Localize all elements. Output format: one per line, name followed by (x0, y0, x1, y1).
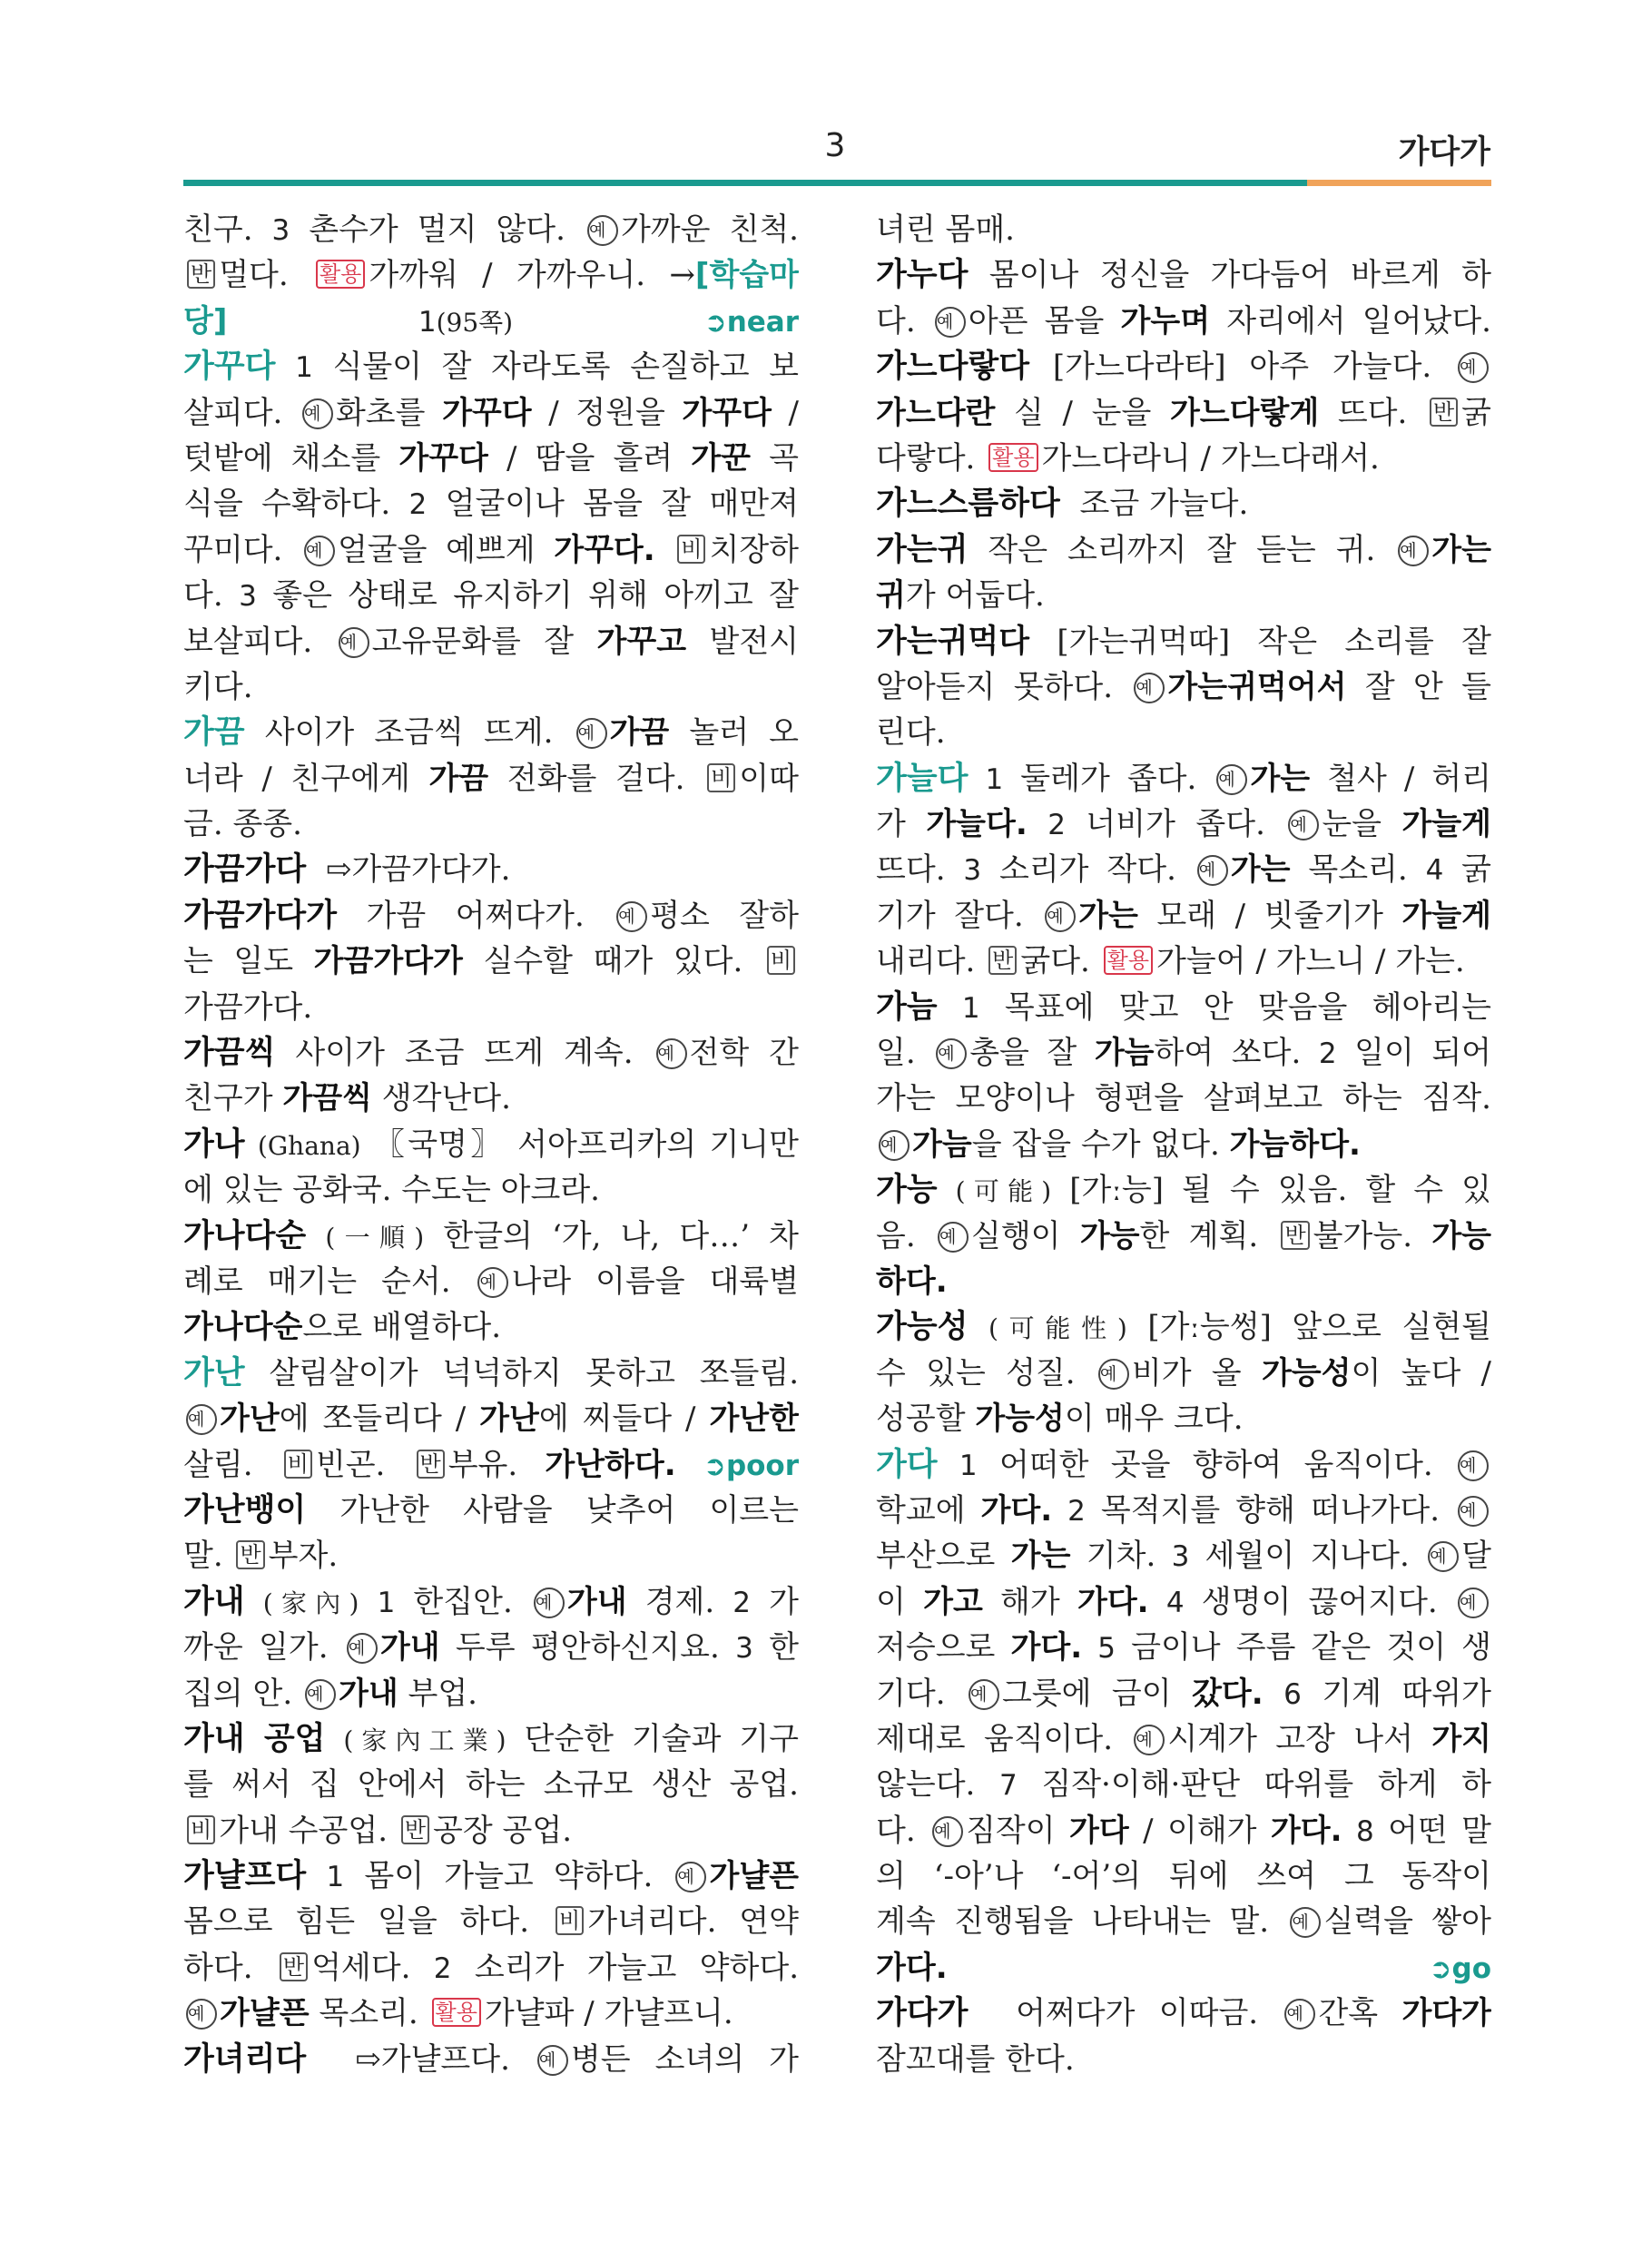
headword: 가꾸다 (183, 349, 276, 386)
text-line: 보살피다. 예 고유문화를 잘 가꾸고 발전시 (183, 623, 799, 660)
text-line: 기다. 예 그릇에 금이 갔다. 6 기계 따위가 (876, 1675, 1491, 1712)
text-line: 예 가난에 쪼들리다 / 가난에 찌들다 / 가난한 (188, 1401, 799, 1438)
entry-ganeung: 가능 (可能) [가ː능] 될 수 있음. 할 수 있 (876, 1172, 1491, 1209)
text-line: 례로 매기는 순서. 예 나라 이름을 대륙별 (183, 1263, 799, 1300)
text-line: 키다. (183, 668, 253, 705)
example-marker: 예 (616, 901, 647, 932)
text-line: 이 가고 해가 가다. 4 생명이 끊어지다. 예 (876, 1579, 1491, 1625)
headword: 가끔가다 (183, 851, 307, 889)
headword: 가능성 (876, 1309, 969, 1346)
conjugation-marker: 활용 (432, 1998, 481, 2027)
headword: 가다 (876, 1446, 938, 1483)
text-line: 너라 / 친구에게 가끔 전화를 걸다. 비 이따 (183, 760, 799, 797)
text-line: 텃밭에 채소를 가꾸다 / 땀을 흘려 가꾼 곡 (183, 439, 799, 477)
example-marker: 예 (936, 1038, 967, 1069)
text-line: 귀가 어둡다. (876, 577, 1045, 614)
headword: 가늠 (876, 988, 938, 1026)
entry-ganeungseong: 가능성 (可能性) [가ː능썽] 앞으로 실현될 (876, 1309, 1491, 1346)
headword: 가내 (183, 1583, 245, 1620)
text-line: 내리다. 반 굵다. 활용 가늘어 / 가느니 / 가는. (876, 943, 1465, 980)
example-marker: 예 (1458, 352, 1489, 383)
page-number: 3 (824, 127, 846, 164)
antonym-marker: 반 (1281, 1221, 1309, 1250)
example-marker: 예 (1398, 536, 1429, 566)
example-marker: 예 (1197, 855, 1228, 886)
headword: 가느다랗다 (876, 349, 1030, 386)
text-line: 를 써서 집 안에서 하는 소규모 생산 공업. (183, 1766, 799, 1804)
text-line: 의 ‘-아’나 ‘-어’의 뒤에 쓰여 그 동작이 (876, 1858, 1491, 1895)
example-marker: 예 (339, 627, 369, 658)
headword: 가내 공업 (183, 1720, 326, 1757)
text-line: 부산으로 가는 기차. 3 세월이 지나다. 예 달 (876, 1538, 1491, 1575)
text-line: 뜨다. 3 소리가 작다. 예 가는 목소리. 4 굵 (876, 851, 1491, 889)
text-line: 가는 모양이나 형편을 살펴보고 하는 짐작. (876, 1080, 1491, 1117)
example-marker: 예 (1290, 1907, 1321, 1938)
english-equivalent: ➲near (704, 306, 799, 339)
entry-ganyeorida: 가녀리다 ⇨가냘프다. 예 병든 소녀의 가 (183, 2040, 799, 2078)
text-line: 살림. 비 빈곤. 반 부유. 가난하다. ➲poor (183, 1442, 799, 1488)
text-line: 일. 예 총을 잘 가늠하여 쏘다. 2 일이 되어 (876, 1035, 1491, 1072)
entry-kakkuda: 가꾸다 1 식물이 잘 자라도록 손질하고 보 (183, 349, 799, 386)
entry-ganyalpeuda: 가냘프다 1 몸이 가늘고 약하다. 예 가냘픈 (183, 1858, 799, 1895)
text-line: 친구가 가끔씩 생각난다. (183, 1080, 511, 1117)
entry-ganeuseureumhada: 가느스름하다 조금 가늘다. (876, 486, 1249, 523)
example-marker: 예 (656, 1038, 687, 1069)
entry-ganuda: 가누다 몸이나 정신을 가다듬어 바르게 하 (876, 257, 1491, 294)
headword: 가끔씩 (183, 1035, 276, 1072)
example-marker: 예 (1288, 810, 1319, 841)
headword: 가나 (183, 1126, 245, 1163)
example-marker: 예 (935, 307, 966, 338)
guide-word: 가다가 (1398, 134, 1490, 171)
entry-kakkeumssik: 가끔씩 사이가 조금 뜨게 계속. 예 전학 간 (183, 1035, 799, 1072)
text-line: 몸으로 힘든 일을 하다. 비 가녀리다. 연약 (183, 1903, 799, 1941)
headword: 가는귀 (876, 531, 969, 568)
text-line: 살피다. 예 화초를 가꾸다 / 정원을 가꾸다 / (183, 394, 799, 431)
entry-kakkeum: 가끔 사이가 조금씩 뜨게. 예 가끔 놀러 오 (183, 714, 799, 752)
text-line: 가다. ➲go (876, 1945, 1491, 1991)
text-line: 말. 반 부자. (183, 1538, 339, 1575)
headword: 가늘다 (876, 760, 969, 797)
entry-ganeungwimeokda: 가는귀먹다 [가는귀먹따] 작은 소리를 잘 (876, 623, 1491, 660)
example-marker: 예 (1458, 1588, 1489, 1618)
example-marker: 예 (304, 536, 335, 566)
arrow-right-icon: ➲ (703, 1450, 726, 1482)
arrow-right-icon: ➲ (1429, 1952, 1452, 1985)
text-line: 성공할 가능성이 매우 크다. (876, 1401, 1244, 1438)
synonym-marker: 비 (556, 1906, 584, 1935)
headword: 가녀리다 (183, 2040, 307, 2078)
entry-gadaga: 가다가 어쩌다가 이따금. 예 간혹 가다가 (876, 1995, 1491, 2032)
example-marker: 예 (186, 1999, 217, 2030)
conjugation-marker: 활용 (316, 260, 365, 289)
text-line: 꾸미다. 예 얼굴을 예쁘게 가꾸다. 비 치장하 (183, 531, 799, 568)
text-line: 다. 3 좋은 상태로 유지하기 위해 아끼고 잘 (183, 577, 799, 614)
english-equivalent: ➲poor (703, 1450, 799, 1482)
text-line: 금. 종종. (183, 806, 302, 843)
example-marker: 예 (537, 2045, 568, 2076)
headword: 가느스름하다 (876, 486, 1060, 523)
headword: 가나다순 (183, 1217, 307, 1254)
right-column (876, 207, 1491, 2082)
text-line: 가끔가다. (183, 988, 313, 1026)
antonym-marker: 반 (1430, 398, 1458, 427)
text-line: 까운 일가. 예 가내 두루 평안하신지요. 3 한 (183, 1629, 799, 1666)
text-line: 수 있는 성질. 예 비가 올 가능성이 높다 / (876, 1354, 1491, 1391)
cross-reference-link[interactable]: 당] (183, 302, 228, 339)
headword: 가는귀먹다 (876, 623, 1030, 660)
example-marker: 예 (186, 1404, 217, 1435)
entry-ganeungwi: 가는귀 작은 소리까지 잘 듣는 귀. 예 가는 (876, 531, 1491, 568)
text-line: 당] 1(95쪽) ➲near (183, 299, 799, 344)
headword: 가다가 (876, 1995, 969, 2032)
text-line: 녀린 몸매. (876, 211, 1015, 248)
antonym-marker: 반 (988, 946, 1017, 975)
text-line: 다랗다. 활용 가느다라니 / 가느다래서. (876, 439, 1380, 477)
example-marker: 예 (1284, 1999, 1315, 2030)
example-marker: 예 (576, 718, 607, 749)
synonym-marker: 비 (284, 1450, 312, 1479)
example-marker: 예 (302, 398, 333, 429)
text-line: 가느다란 실 / 눈을 가느다랗게 뜨다. 반 굵 (876, 394, 1491, 431)
text-line: 제대로 움직이다. 예 시계가 고장 나서 가지 (876, 1720, 1491, 1757)
conjugation-marker: 활용 (1104, 946, 1153, 975)
text-line: 학교에 가다. 2 목적지를 향해 떠나가다. 예 (876, 1488, 1491, 1533)
text-line: 집의 안. 예 가내 부업. (183, 1675, 477, 1712)
entry-gananbaengi: 가난뱅이 가난한 사람을 낮추어 이르는 (183, 1491, 799, 1529)
example-marker: 예 (1134, 673, 1165, 703)
cross-reference-link[interactable]: [학습마 (694, 257, 799, 294)
example-marker: 예 (347, 1633, 378, 1664)
text-line: 가 가늘다. 2 너비가 좁다. 예 눈을 가늘게 (876, 806, 1491, 843)
synonym-marker: 비 (767, 946, 795, 975)
entry-kakkeumgadaga: 가끔가다가 가끔 어쩌다가. 예 평소 잘하 (183, 897, 799, 934)
conjugation-marker: 활용 (988, 443, 1037, 472)
antonym-marker: 반 (236, 1540, 264, 1569)
header-rule-teal (183, 180, 1307, 186)
entry-ganeulda: 가늘다 1 둘레가 좁다. 예 가는 철사 / 허리 (876, 760, 1491, 797)
entry-ganan: 가난 살림살이가 넉넉하지 못하고 쪼들림. (183, 1354, 799, 1391)
example-marker: 예 (675, 1862, 706, 1892)
headword: 가끔 (183, 714, 245, 752)
text-line: 반 멀다. 활용 가까워 / 가까우니. →[학습마 (183, 252, 799, 298)
example-marker: 예 (969, 1679, 999, 1710)
example-marker: 예 (1045, 901, 1076, 932)
example-marker: 예 (534, 1588, 565, 1618)
text-line: 린다. (876, 714, 946, 752)
text-line: 음. 예 실행이 가능한 계획. 반 불가능. 가능 (876, 1217, 1491, 1254)
text-line: 알아듣지 못하다. 예 가는귀먹어서 잘 안 들 (876, 668, 1491, 705)
text-line: 비 가내 수공업. 반 공장 공업. (183, 1808, 799, 1853)
text-line: 하다. 반 억세다. 2 소리가 가늘고 약하다. (183, 1949, 799, 1986)
antonym-marker: 반 (280, 1952, 308, 1981)
text-line: 기가 잘다. 예 가는 모래 / 빗줄기가 가늘게 (876, 897, 1491, 934)
example-marker: 예 (1134, 1725, 1165, 1755)
entry-ganae: 가내 (家內) 1 한집안. 예 가내 경제. 2 가 (183, 1583, 799, 1620)
example-marker: 예 (305, 1679, 336, 1710)
antonym-marker: 반 (417, 1450, 445, 1479)
entry-kakkeumgada: 가끔가다 ⇨가끔가다가. (183, 851, 511, 889)
text-line: 않는다. 7 짐작·이해·판단 따위를 하게 하 (876, 1766, 1491, 1804)
headword: 가난뱅이 (183, 1491, 307, 1529)
antonym-marker: 반 (401, 1815, 429, 1844)
text-line: 계속 진행됨을 나타내는 말. 예 실력을 쌓아 (876, 1903, 1491, 1941)
headword: 가누다 (876, 257, 969, 294)
text-line: 에 있는 공화국. 수도는 아크라. (183, 1172, 600, 1209)
synonym-marker: 비 (187, 1815, 215, 1844)
english-equivalent: ➲go (1429, 1952, 1491, 1985)
headword: 가난 (183, 1354, 245, 1391)
synonym-marker: 비 (677, 535, 705, 564)
headword: 가끔가다가 (183, 897, 338, 934)
example-marker: 예 (587, 215, 618, 246)
left-column (183, 207, 799, 2082)
example-marker: 예 (1098, 1359, 1129, 1390)
text-line: 예 가늠을 잡을 수가 없다. 가늠하다. (880, 1126, 1361, 1163)
headword: 가냘프다 (183, 1858, 307, 1895)
text-line: 다. 예 짐작이 가다 / 이해가 가다. 8 어떤 말 (876, 1812, 1491, 1849)
entry-gada: 가다 1 어떠한 곳을 향하여 움직이다. 예 (876, 1442, 1491, 1488)
example-marker: 예 (879, 1130, 910, 1161)
text-line: 예 가냘픈 목소리. 활용 가냘파 / 가냘프니. (188, 1995, 733, 2032)
example-marker: 예 (1458, 1450, 1489, 1481)
text-line: 저승으로 가다. 5 금이나 주름 같은 것이 생 (876, 1629, 1491, 1666)
text-line: 는 일도 가끔가다가 실수할 때가 있다. 비 (183, 939, 799, 984)
text-line: 잠꼬대를 한다. (876, 2040, 1075, 2078)
entry-ganadasun: 가나다순 (一順) 한글의 ‘가, 나, 다…’ 차 (183, 1217, 799, 1254)
entry-ganeum: 가늠 1 목표에 맞고 안 맞음을 헤아리는 (876, 988, 1491, 1026)
entry-ganeudarata: 가느다랗다 [가느다라타] 아주 가늘다. 예 (876, 344, 1491, 389)
text-line: 친구. 3 촌수가 멀지 않다. 예 가까운 친척. (183, 211, 799, 248)
text-line: 가나다순으로 배열하다. (183, 1309, 502, 1346)
entry-ganae-gongeop: 가내 공업 (家內工業) 단순한 기술과 기구 (183, 1720, 799, 1757)
header-rule-orange (1307, 180, 1491, 186)
example-marker: 예 (1428, 1541, 1459, 1572)
example-marker: 예 (477, 1267, 508, 1298)
example-marker: 예 (1458, 1496, 1489, 1527)
example-marker: 예 (938, 1222, 969, 1253)
antonym-marker: 반 (187, 260, 215, 289)
entry-gana: 가나 (Ghana) 〖국명〗 서아프리카의 기니만 (183, 1126, 799, 1163)
text-line: 식을 수확하다. 2 얼굴이나 몸을 잘 매만져 (183, 486, 799, 523)
example-marker: 예 (1216, 764, 1247, 795)
arrow-right-icon: ➲ (703, 306, 727, 339)
headword: 가능 (876, 1172, 938, 1209)
text-line: 다. 예 아픈 몸을 가누며 자리에서 일어났다. (876, 302, 1491, 339)
example-marker: 예 (932, 1816, 963, 1847)
text-line: 하다. (876, 1263, 948, 1300)
synonym-marker: 비 (707, 763, 735, 792)
